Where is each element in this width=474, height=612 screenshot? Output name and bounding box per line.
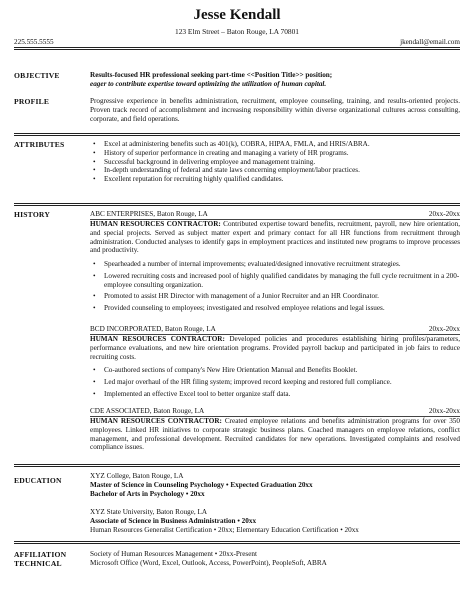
- affiliation-text: Society of Human Resources Management • 20xx-Present: [90, 550, 257, 558]
- attribute-item: • History of superior performance in creating and managing a variety of HR programs.: [90, 149, 460, 158]
- profile-text: Progressive experience in benefits administration, recruitment, employee counseling, training, and results-oriented projects. Proven track record of accomplishment and increasing responsibility within diverse organizational cultures across consulting, corporate, and field operations.: [90, 97, 460, 123]
- email-address: jkendall@email.com: [400, 38, 460, 46]
- school-name: XYZ College, Baton Rouge, LA: [90, 472, 184, 480]
- objective-text: [90, 71, 460, 89]
- attribute-item: • Excel at administering benefits such as 401(k), COBRA, HIPAA, FMLA, and HRIS/ABRA.: [90, 140, 460, 149]
- header-divider: [14, 47, 460, 50]
- job-title: HUMAN RESOURCES CONTRACTOR:: [90, 417, 222, 425]
- job-bullet: • Implemented an effective Excel tool to better organize staff data.: [90, 390, 460, 399]
- candidate-name: Jesse Kendall: [193, 7, 281, 23]
- technical-label: TECHNICAL: [14, 559, 62, 568]
- address: 123 Elm Street – Baton Rouge, LA 70801: [175, 27, 299, 36]
- job-entry: [90, 325, 460, 399]
- school-name: XYZ State University, Baton Rouge, LA: [90, 508, 208, 516]
- job-dates: 20xx-20xx: [428, 407, 460, 415]
- job-bullets: [90, 260, 460, 313]
- job-bullet: • Spearheaded a number of internal improvements; evaluated/designed innovative recruitment strategies.: [90, 260, 460, 269]
- job-desc-text: Created employee relations and benefits administration programs for over 350 employees. Linked HR initiatives to corporate strategic business plans. Coached managers on employee relations, conflict management, and professional development. Recruited candidates for new operations. Investigated complaints and resolved compliance issues.: [90, 417, 460, 452]
- certification: Human Resources Generalist Certification • 20xx; Elementary Education Certification • 20xx: [90, 525, 359, 534]
- degree: Bachelor of Arts in Psychology • 20xx: [90, 489, 205, 498]
- section-divider: [14, 464, 460, 467]
- profile-label: PROFILE: [14, 97, 50, 106]
- attributes-list-wrap: [90, 140, 460, 184]
- job-dates: 20xx-20xx: [428, 210, 460, 218]
- job-entry: [90, 210, 460, 313]
- section-divider: [14, 203, 460, 206]
- job-desc-text: Contributed expertise toward benefits, recruitment, payroll, new hire orientation, and special projects. Served as subject matter expert and primary contact for all HR functions from recruitment through administration. Conducted analyses to identify gaps in employment practices and instituted new programs to improve processes and productivity.: [90, 220, 461, 255]
- job-header: [90, 210, 460, 219]
- section-divider: [14, 133, 460, 136]
- phone-number: 225.555.5555: [14, 38, 54, 46]
- job-desc-text: Developed policies and procedures establishing hiring profiles/parameters, performance evaluations, and new hire orientation programs. Provided payroll backup and participated in job fairs to reduce recruiting costs.: [90, 335, 461, 361]
- job-header: [90, 407, 460, 416]
- objective-line-2: eager to contribute expertise toward optimizing the utilization of human capital.: [90, 79, 327, 88]
- job-bullets: [90, 366, 460, 398]
- attribute-item: • Successful background in delivering employee and management training.: [90, 158, 460, 167]
- objective-line-1: Results-focused HR professional seeking part-time <<Position Title>> position;: [90, 71, 333, 79]
- attributes-list: [90, 140, 460, 184]
- job-bullet: • Lowered recruiting costs and increased pool of highly qualified candidates by managing the full cycle recruitment in a 200-employee consulting organization.: [90, 272, 460, 290]
- job-employer: CDE ASSOCIATED, Baton Rouge, LA: [90, 407, 205, 415]
- job-header: [90, 325, 460, 334]
- job-description: [90, 417, 460, 452]
- attribute-item: • In-depth understanding of federal and state laws concerning employment/labor practices.: [90, 166, 460, 175]
- job-employer: ABC ENTERPRISES, Baton Rouge, LA: [90, 210, 208, 218]
- job-dates: 20xx-20xx: [428, 325, 460, 333]
- degree: Associate of Science in Business Administration • 20xx: [90, 516, 257, 525]
- section-divider: [14, 541, 460, 544]
- job-bullet: • Provided counseling to employees; investigated and resolved employee relations and legal issues.: [90, 304, 460, 313]
- history-label: HISTORY: [14, 210, 51, 219]
- job-bullet: • Co-authored sections of company's New Hire Orientation Manual and Benefits Booklet.: [90, 366, 460, 375]
- education-entry: [90, 472, 460, 498]
- education-label: EDUCATION: [14, 476, 62, 485]
- job-bullet: • Led major overhaul of the HR filing system; improved record keeping and restored full compliance.: [90, 378, 460, 387]
- job-employer: BCD INCORPORATED, Baton Rouge, LA: [90, 325, 216, 333]
- job-title: HUMAN RESOURCES CONTRACTOR:: [90, 335, 225, 343]
- job-description: [90, 220, 460, 255]
- job-title: HUMAN RESOURCES CONTRACTOR:: [90, 220, 221, 228]
- education-entry: [90, 508, 460, 534]
- degree: Master of Science in Counseling Psychology • Expected Graduation 20xx: [90, 480, 313, 489]
- job-bullet: • Promoted to assist HR Director with management of a Junior Recruiter and an HR Coordinator.: [90, 292, 460, 301]
- objective-label: OBJECTIVE: [14, 71, 60, 80]
- attributes-label: ATTRIBUTES: [14, 140, 65, 149]
- job-entry: [90, 407, 460, 452]
- job-description: [90, 335, 460, 361]
- affiliation-label: AFFILIATION: [14, 550, 67, 559]
- technical-text: Microsoft Office (Word, Excel, Outlook, Access, PowerPoint), PeopleSoft, ABRA: [90, 559, 327, 567]
- attribute-item: • Excellent reputation for recruiting highly qualified candidates.: [90, 175, 460, 184]
